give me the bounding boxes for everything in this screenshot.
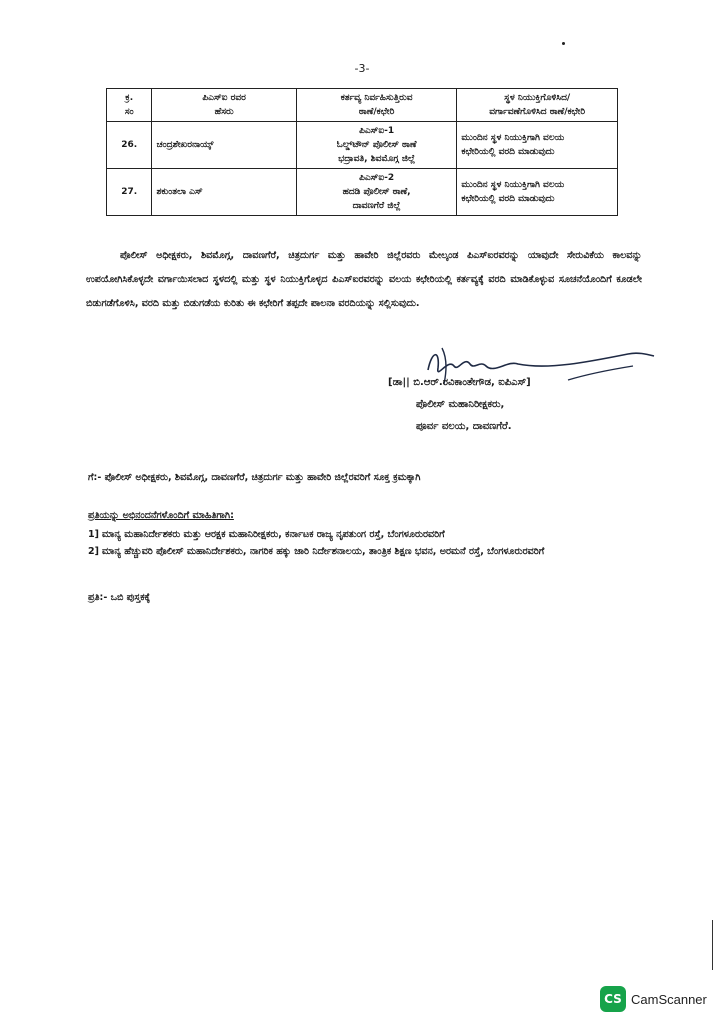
signatory-name: [ಡಾ|| ಬಿ.ಆರ್.ರವಿಕಾಂತೇಗೌಡ, ಐಪಿಎಸ್] — [388, 377, 531, 388]
list-item-number: 2] — [88, 546, 99, 557]
signatory-office: ಪೂರ್ವ ವಲಯ, ದಾವಣಗೆರೆ. — [416, 421, 512, 432]
posting-line: ಕಛೇರಿಯಲ್ಲಿ ವರದಿ ಮಾಡುವುದು — [461, 194, 555, 204]
camscanner-logo-icon: CS — [600, 986, 626, 1012]
row-sl-no: 26. — [107, 122, 152, 169]
header-current-office — [296, 89, 457, 122]
office-line: ಹದಡಿ ಪೊಲೀಸ್ ಠಾಣೆ, — [342, 187, 411, 197]
page-number: -3- — [354, 62, 370, 75]
row-current-office — [296, 169, 457, 216]
header-sl-no — [107, 89, 152, 122]
list-item-text: ಮಾನ್ಯ ಮಹಾನಿರ್ದೇಶಕರು ಮತ್ತು ಆರಕ್ಷಕ ಮಹಾನಿರೀಕ್ಷಕರು, ಕರ್ನಾಟಕ ರಾಜ್ಯ ನೃಪತುಂಗ ರಸ್ತೆ, ಬೆಂಗಳೂರುರವರಿಗೆ — [102, 529, 445, 540]
header-sl-line1: ಕ್ರ. — [125, 93, 134, 103]
row-psi-name: ಶಕುಂತಲಾ ಎಸ್ — [152, 169, 296, 216]
list-item — [88, 526, 636, 543]
office-line: ಭದ್ರಾವತಿ, ಶಿವಮೊಗ್ಗ ಜಿಲ್ಲೆ — [338, 154, 416, 164]
office-line: ಪಿಎಸ್‌ಐ-2 — [359, 173, 395, 183]
camscanner-label: CamScanner — [631, 991, 707, 1007]
scan-edge-mark — [712, 920, 713, 970]
list-item — [88, 543, 636, 560]
list-item-text: ಮಾನ್ಯ ಹೆಚ್ಚುವರಿ ಪೊಲೀಸ್ ಮಹಾನಿರ್ದೇಶಕರು, ನಾಗರಿಕ ಹಕ್ಕು ಜಾರಿ ನಿರ್ದೇಶನಾಲಯ, ತಾಂತ್ರಿಕ ಶಿಕ್ಷಣ ಭವನ, ಅರಮನೆ ರಸ್ತೆ, ಬೆಂಗಳೂರುರವರಿಗೆ — [102, 546, 545, 557]
header-office-line1: ಕರ್ತವ್ಯ ನಿರ್ವಹಿಸುತ್ತಿರುವ — [340, 93, 413, 103]
office-line: ಪಿಎಸ್‌ಐ-1 — [359, 126, 395, 136]
signatory-designation: ಪೊಲೀಸ್ ಮಹಾನಿರೀಕ್ಷಕರು, — [416, 399, 505, 410]
header-posting-line1: ಸ್ಥಳ ನಿಯುಕ್ತಿಗೊಳಿಸಿದ/ — [504, 93, 571, 103]
row-new-posting — [457, 122, 618, 169]
office-copy-line: ಪ್ರತಿ:- ಒಬಿ ಪುಸ್ತಕಕ್ಕೆ — [88, 592, 151, 603]
table-row — [107, 169, 618, 216]
header-name-line2: ಹೆಸರು — [214, 107, 234, 117]
table-header-row — [107, 89, 618, 122]
stray-mark — [562, 42, 565, 45]
header-new-posting — [457, 89, 618, 122]
table-row — [107, 122, 618, 169]
header-sl-line2: ಸಂ — [124, 107, 134, 117]
header-office-line2: ಠಾಣೆ/ಕಛೇರಿ — [358, 107, 395, 117]
header-posting-line2: ವರ್ಗಾವಣೆಗೊಳಿಸಿದ ಠಾಣೆ/ಕಛೇರಿ — [489, 107, 586, 117]
addressee-line: ಗೆ:- ಪೊಲೀಸ್ ಅಧೀಕ್ಷಕರು, ಶಿವಮೊಗ್ಗ, ದಾವಣಗೆರೆ, ಚಿತ್ರದುರ್ಗ ಮತ್ತು ಹಾವೇರಿ ಜಿಲ್ಲೆರವರಿಗೆ ಸೂಕ್ತ ಕ್ರಮಕ್ಕಾಗಿ — [88, 472, 421, 483]
copy-heading: ಪ್ರತಿಯನ್ನು ಅಭಿನಂದನೆಗಳೊಂದಿಗೆ ಮಾಹಿತಿಗಾಗಿ: — [88, 510, 234, 521]
office-line: ದಾವಣಗೆರೆ ಜಿಲ್ಲೆ — [352, 201, 401, 211]
row-sl-no: 27. — [107, 169, 152, 216]
posting-line: ಮುಂದಿನ ಸ್ಥಳ ನಿಯುಕ್ತಿಗಾಗಿ ವಲಯ — [461, 133, 565, 143]
row-new-posting — [457, 169, 618, 216]
row-current-office — [296, 122, 457, 169]
camscanner-watermark — [600, 986, 707, 1012]
office-line: ಓಲ್ಡ್‌ಟೌನ್ ಪೊಲೀಸ್ ಠಾಣೆ — [336, 140, 417, 150]
posting-line: ಕಛೇರಿಯಲ್ಲಿ ವರದಿ ಮಾಡುವುದು — [461, 147, 555, 157]
list-item-number: 1] — [88, 529, 99, 540]
posting-line: ಮುಂದಿನ ಸ್ಥಳ ನಿಯುಕ್ತಿಗಾಗಿ ವಲಯ — [461, 180, 565, 190]
signatory-block — [388, 372, 648, 438]
header-psi-name — [152, 89, 296, 122]
body-paragraph: ಪೊಲೀಸ್ ಅಧೀಕ್ಷಕರು, ಶಿವಮೊಗ್ಗ, ದಾವಣಗೆರೆ, ಚಿತ್ರದುರ್ಗ ಮತ್ತು ಹಾವೇರಿ ಜಿಲ್ಲೆರವರು ಮೇಲ್ಕಂಡ ಪಿಎಸ್‌ಐರವರನ್ನು ಯಾವುದೇ ಸೇರುವಿಕೆಯ ಕಾಲವನ್ನು ಉಪಯೋಗಿಸಿಕೊಳ್ಳದೇ ವರ್ಗಾಯಿಸಲಾದ ಸ್ಥಳದಲ್ಲಿ ಮತ್ತು ಸ್ಥಳ ನಿಯುಕ್ತಿಗೊಳ್ಳದ ಪಿಎಸ್‌ಐರವರನ್ನು ವಲಯ ಕಛೇರಿಯಲ್ಲಿ ಕರ್ತವ್ಯಕ್ಕೆ ವರದಿ ಮಾಡಿಕೊಳ್ಳುವ ಸೂಚನೆಯೊಂದಿಗೆ ಕೂಡಲೇ ಬಿಡುಗಡೆಗೊಳಿಸಿ, ವರದಿ ಮತ್ತು ಬಿಡುಗಡೆಯ ಕುರಿತು ಈ ಕಛೇರಿಗೆ ತಪ್ಪದೇ ಪಾಲನಾ ವರದಿಯನ್ನು ಸಲ್ಲಿಸುವುದು. — [86, 250, 642, 309]
row-psi-name: ಚಂದ್ರಶೇಖರನಾಯ್ಕ್ — [152, 122, 296, 169]
header-name-line1: ಪಿಎಸ್‌ಐ ರವರ — [202, 93, 246, 103]
copy-list — [88, 526, 636, 560]
posting-table — [106, 88, 618, 216]
